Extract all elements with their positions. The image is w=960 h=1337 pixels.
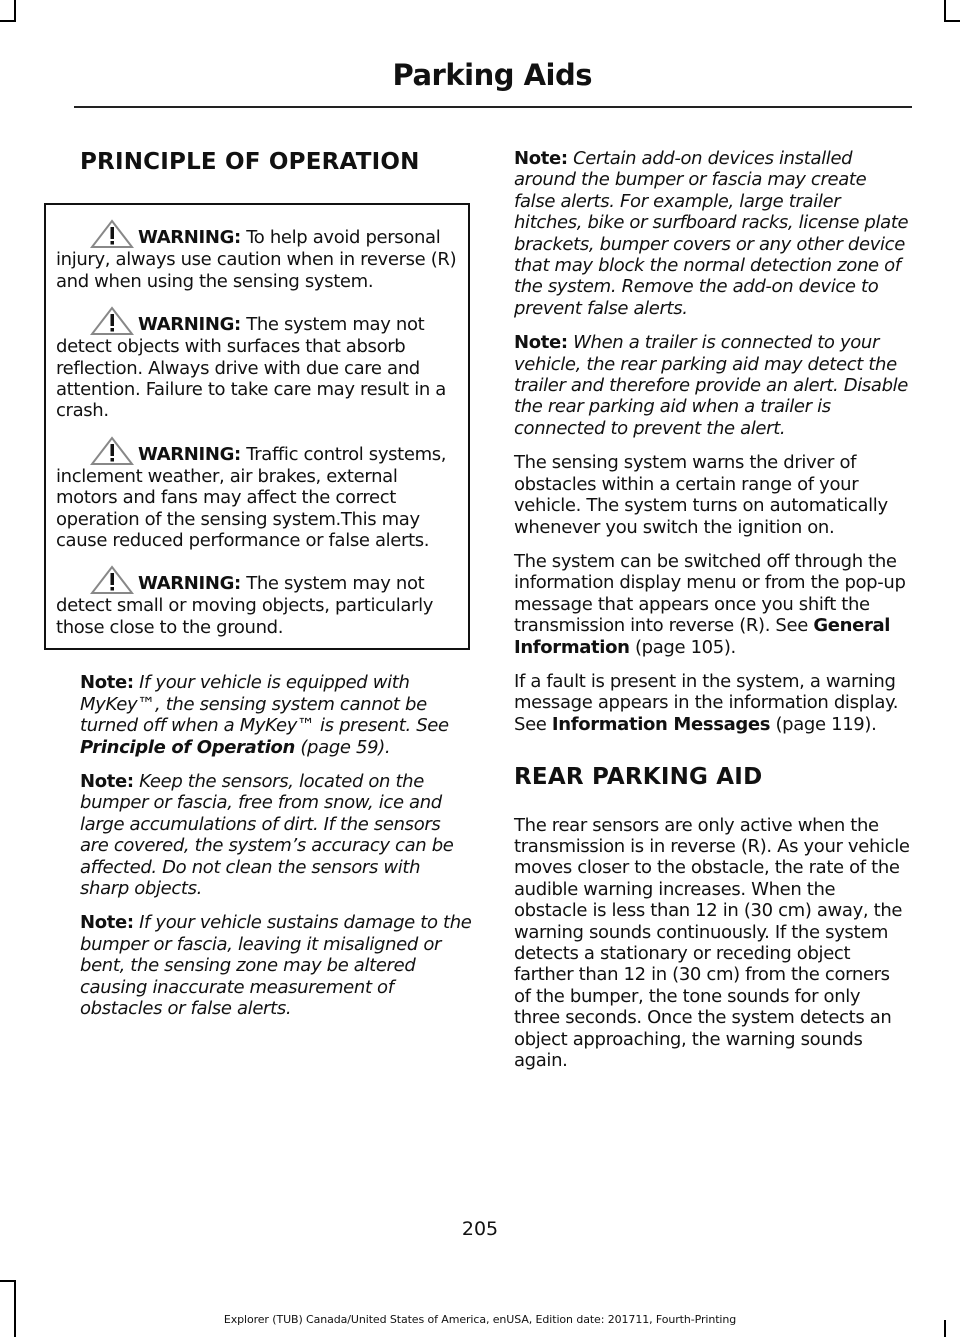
warning-triangle-icon (90, 306, 134, 336)
note-label: Note: (514, 148, 568, 169)
note-label: Note: (80, 912, 134, 934)
page-footer: Explorer (TUB) Canada/United States of America, enUSA, Edition date: 201711, Fourth-Printing (223, 1313, 737, 1326)
warning-text: The system may not detect small or moving objects, particularly those close to the ground. (56, 573, 434, 638)
warning-text: Traffic control systems, inclement weather, air brakes, external motors and fans may affect the correct operation of the sensing system.This may cause reduced performance or false alerts. (56, 443, 447, 552)
note-label: Note: (80, 672, 134, 694)
crop-mark (0, 20, 16, 22)
header-divider (74, 106, 912, 108)
note-sensors-clean (80, 771, 472, 899)
paragraph-sensing-system: The sensing system warns the driver of obstacles within a certain range of your vehicle. The system turns on automatically whenever you switch the ignition on. (514, 452, 888, 538)
right-column (514, 148, 910, 1071)
warning-label: WARNING: (138, 227, 241, 249)
warning-label: WARNING: (138, 314, 241, 336)
note-add-on-devices (514, 148, 910, 319)
warning-item (56, 306, 464, 422)
page-reference: (page 105). (629, 636, 736, 658)
page-reference: (page 119). (770, 713, 877, 735)
warning-box (44, 203, 470, 650)
crop-mark (0, 1280, 16, 1282)
warning-triangle-icon (90, 436, 134, 466)
note-label: Note: (80, 770, 134, 792)
section-title-rear-parking-aid: REAR PARKING AID (514, 764, 763, 791)
cross-reference-link[interactable]: Information Messages (551, 713, 771, 735)
crop-mark (14, 1280, 16, 1337)
warning-item (56, 436, 464, 552)
section-title-principle: PRINCIPLE OF OPERATION (80, 149, 420, 175)
warning-triangle-icon (90, 565, 134, 595)
note-text: Certain add-on devices installed around the bumper or fascia may create false alerts. For example, large trailer hitches, bike or surfboard racks, license plate brackets, bumper covers or any other device that may block the normal detection zone of the system. Remove the add-on device to prevent false alerts. (514, 148, 909, 319)
warning-text: The system may not detect objects with surfaces that absorb reflection. Always drive with due care and attention. Failure to take care may result in a crash. (56, 314, 446, 422)
crop-mark (944, 0, 946, 22)
paragraph-fault (514, 671, 910, 735)
cross-reference-link[interactable]: Principle of Operation (80, 736, 296, 758)
warning-text: To help avoid personal injury, always use caution when in reverse (R) and when using the sensing system. (56, 227, 457, 292)
page-header-title: Parking Aids (392, 58, 592, 92)
paragraph-switch-off (514, 551, 910, 658)
note-text: Keep the sensors, located on the bumper or fascia, free from snow, ice and large accumulations of dirt. If the sensors are covered, the system’s accuracy can be affected. Do not clean the sensors with sharp objects. (80, 770, 454, 899)
page-reference: (page 59). (295, 736, 391, 758)
note-text: When a trailer is connected to your vehicle, the rear parking aid may detect the trailer and therefore provide an alert. Disable the rear parking aid when a trailer is connected to prevent the alert. (514, 332, 909, 439)
page-number: 205 (461, 1218, 499, 1240)
warning-item (56, 219, 464, 292)
crop-mark (14, 0, 16, 22)
paragraph-rear-sensors: The rear sensors are only active when the transmission is in reverse (R). As your vehicle moves closer to the obstacle, the rate of the audible warning increases. When the obstacle is less than 12 in (30 cm) away, the warning sounds continuously. If the system detects a stationary or receding object farther than 12 in (30 cm) from the corners of the bumper, the tone sounds for only three seconds. Once the system detects an object approaching, the warning sounds again. (514, 814, 910, 1072)
note-text: If your vehicle sustains damage to the bumper or fascia, leaving it misaligned or bent, the sensing zone may be altered causing inaccurate measurement of obstacles or false alerts. (80, 912, 472, 1019)
crop-mark (944, 20, 960, 22)
warning-label: WARNING: (138, 573, 241, 595)
note-label: Note: (514, 332, 568, 354)
warning-triangle-icon (90, 219, 134, 249)
note-text: If your vehicle is equipped with MyKey™, the sensing system cannot be turned off when a MyKey™ is present. See (80, 672, 449, 737)
note-mykey (80, 672, 472, 758)
left-column (56, 140, 472, 1019)
paragraph-text: The system can be switched off through the information display menu or from the pop-up message that appears once you shift the transmission into reverse (R). See (514, 550, 906, 637)
warning-label: WARNING: (138, 443, 241, 465)
cross-reference-link[interactable]: General Information (514, 615, 891, 658)
paragraph-text: If a fault is present in the system, a warning message appears in the information display. See (514, 670, 899, 735)
note-bumper-damage (80, 912, 472, 1019)
note-trailer (514, 332, 910, 439)
warning-item (56, 565, 464, 638)
